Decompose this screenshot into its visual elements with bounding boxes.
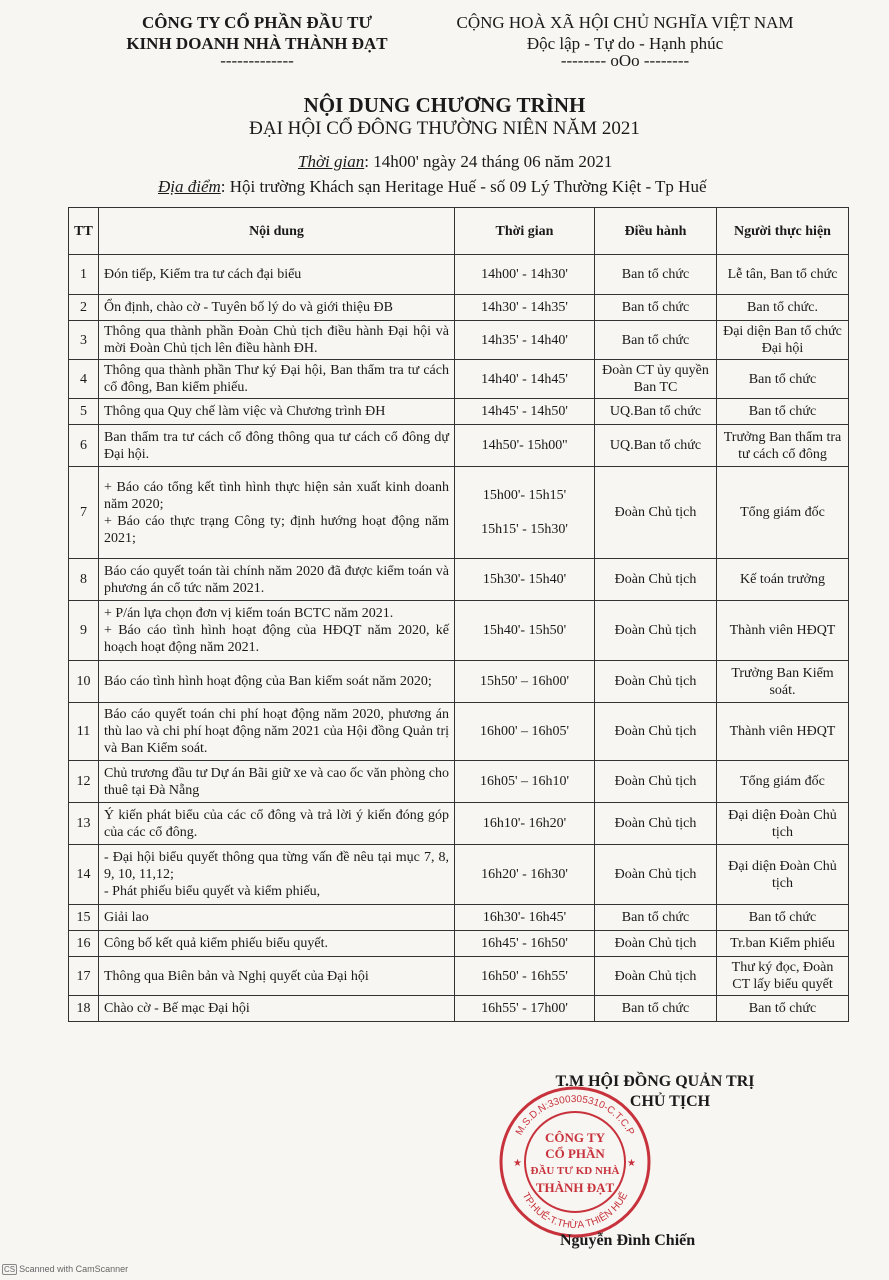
row-executor: Ban tổ chức — [717, 905, 849, 931]
signatory-name: Nguyễn Đình Chiến — [560, 1232, 696, 1249]
row-time: 14h35' - 14h40' — [455, 321, 595, 360]
row-content: + P/án lựa chọn đơn vị kiểm toán BCTC năm 2021. + Báo cáo tình hình hoạt động của HĐQT năm 2020, kế hoạch hoạt động năm 2021. — [99, 601, 455, 661]
company-name-line2: KINH DOANH NHÀ THÀNH ĐẠT — [126, 34, 388, 53]
scanner-text: Scanned with CamScanner — [19, 1264, 129, 1274]
row-time: 15h30'- 15h40' — [455, 559, 595, 601]
row-executor: Ban tổ chức — [717, 360, 849, 399]
row-time: 14h45' - 14h50' — [455, 399, 595, 425]
row-lead: Đoàn Chủ tịch — [595, 661, 717, 703]
row-number: 1 — [69, 255, 99, 295]
agenda-header-row — [69, 208, 849, 255]
row-executor: Kế toán trưởng — [717, 559, 849, 601]
document-subtitle: ĐẠI HỘI CỔ ĐÔNG THƯỜNG NIÊN NĂM 2021 — [249, 118, 640, 139]
row-content: - Đại hội biểu quyết thông qua từng vấn đề nêu tại mục 7, 8, 9, 10, 11,12; - Phát phiếu biểu quyết và kiểm phiếu, — [99, 845, 455, 905]
row-lead: Đoàn Chủ tịch — [595, 601, 717, 661]
row-content: Ban thẩm tra tư cách cổ đông thông qua tư cách cổ đông dự Đại hội. — [99, 425, 455, 467]
seal-star-right: ★ — [627, 1158, 636, 1169]
row-time: 16h05' – 16h10' — [455, 761, 595, 803]
agenda-row — [69, 295, 849, 321]
agenda-row — [69, 467, 849, 559]
row-executor: Lễ tân, Ban tổ chức — [717, 255, 849, 295]
seal-line4: THÀNH ĐẠT — [535, 1180, 615, 1195]
row-executor: Đại diện Ban tổ chức Đại hội — [717, 321, 849, 360]
seal-ring-bottom-text: TP.HUẾ-T.THỪA THIÊN HUẾ — [519, 1190, 631, 1232]
row-content: Báo cáo quyết toán chi phí hoạt động năm 2020, phương án thù lao và chi phí hoạt động năm 2021 của Hội đồng Quản trị và Ban Kiểm soát. — [99, 703, 455, 761]
agenda-row — [69, 957, 849, 996]
row-time: 14h40' - 14h45' — [455, 360, 595, 399]
place-label: Địa điểm — [158, 177, 221, 196]
row-lead: Đoàn Chủ tịch — [595, 559, 717, 601]
seal-line2: CỔ PHẦN — [545, 1146, 605, 1161]
row-time: 16h00' – 16h05' — [455, 703, 595, 761]
seal-star-left: ★ — [513, 1158, 522, 1169]
row-time: 14h00' - 14h30' — [455, 255, 595, 295]
col-header-exec: Người thực hiện — [717, 208, 849, 255]
seal-ring-top-text: M.S.D.N:3300305310-C.T.C.P — [513, 1093, 637, 1138]
row-number: 4 — [69, 360, 99, 399]
scanner-watermark — [2, 1264, 128, 1275]
row-content: Thông qua thành phần Thư ký Đại hội, Ban thẩm tra tư cách cổ đông, Ban kiểm phiếu. — [99, 360, 455, 399]
row-content: Đón tiếp, Kiểm tra tư cách đại biểu — [99, 255, 455, 295]
row-lead: Đoàn Chủ tịch — [595, 467, 717, 559]
row-content: Ổn định, chào cờ - Tuyên bố lý do và giới thiệu ĐB — [99, 295, 455, 321]
company-name-line1: CÔNG TY CỔ PHẦN ĐẦU TƯ — [142, 13, 372, 32]
row-time: 16h50' - 16h55' — [455, 957, 595, 996]
row-lead: Đoàn Chủ tịch — [595, 703, 717, 761]
row-number: 8 — [69, 559, 99, 601]
seal-line3: ĐẦU TƯ KD NHÀ — [530, 1165, 620, 1177]
agenda-row — [69, 399, 849, 425]
agenda-row — [69, 845, 849, 905]
company-header — [92, 12, 422, 68]
agenda-row — [69, 996, 849, 1022]
row-number: 5 — [69, 399, 99, 425]
col-header-tt: TT — [69, 208, 99, 255]
row-content: Công bố kết quả kiểm phiếu biểu quyết. — [99, 931, 455, 957]
row-lead: Ban tổ chức — [595, 295, 717, 321]
row-content: Báo cáo quyết toán tài chính năm 2020 đã được kiểm toán và phương án cổ tức năm 2021. — [99, 559, 455, 601]
camscanner-icon: CS — [4, 1265, 16, 1274]
agenda-row — [69, 255, 849, 295]
seal-line1: CÔNG TY — [544, 1130, 606, 1145]
row-executor: Thư ký đọc, Đoàn CT lấy biểu quyết — [717, 957, 849, 996]
row-executor: Tổng giám đốc — [717, 761, 849, 803]
nation-name: CỘNG HOÀ XÃ HỘI CHỦ NGHĨA VIỆT NAM — [456, 13, 794, 32]
row-lead: Ban tổ chức — [595, 255, 717, 295]
row-lead: Đoàn Chủ tịch — [595, 803, 717, 845]
row-content: Thông qua Quy chế làm việc và Chương trình ĐH — [99, 399, 455, 425]
row-number: 17 — [69, 957, 99, 996]
row-executor: Tr.ban Kiểm phiếu — [717, 931, 849, 957]
company-rule: ------------- — [220, 51, 294, 70]
meeting-time — [298, 152, 612, 172]
row-time: 16h55' - 17h00' — [455, 996, 595, 1022]
row-lead: UQ.Ban tổ chức — [595, 425, 717, 467]
row-content: Thông qua thành phần Đoàn Chủ tịch điều hành Đại hội và mời Đoàn Chủ tịch lên điều hành ĐH. — [99, 321, 455, 360]
row-time: 15h50' – 16h00' — [455, 661, 595, 703]
row-time: 16h30'- 16h45' — [455, 905, 595, 931]
row-executor: Trưởng Ban Kiểm soát. — [717, 661, 849, 703]
row-lead: UQ.Ban tổ chức — [595, 399, 717, 425]
signature-block — [520, 1072, 790, 1112]
row-content: Chào cờ - Bế mạc Đại hội — [99, 996, 455, 1022]
agenda-row — [69, 931, 849, 957]
row-content: Chủ trương đầu tư Dự án Bãi giữ xe và cao ốc văn phòng cho thuê tại Đà Nẵng — [99, 761, 455, 803]
nation-motto: Độc lập - Tự do - Hạnh phúc — [526, 34, 724, 53]
nation-rule: -------- oOo -------- — [560, 51, 690, 70]
row-content: Thông qua Biên bản và Nghị quyết của Đại hội — [99, 957, 455, 996]
document-title: NỘI DUNG CHƯƠNG TRÌNH — [303, 93, 586, 117]
row-executor: Đại diện Đoàn Chủ tịch — [717, 845, 849, 905]
row-executor: Ban tổ chức. — [717, 295, 849, 321]
agenda-row — [69, 761, 849, 803]
row-number: 14 — [69, 845, 99, 905]
signature-title: T.M HỘI ĐỒNG QUẢN TRỊ — [555, 1073, 755, 1090]
nation-header — [440, 12, 810, 68]
agenda-row — [69, 425, 849, 467]
agenda-row — [69, 661, 849, 703]
agenda-row — [69, 559, 849, 601]
agenda-row — [69, 803, 849, 845]
row-number: 15 — [69, 905, 99, 931]
row-content: Giải lao — [99, 905, 455, 931]
row-number: 18 — [69, 996, 99, 1022]
row-number: 3 — [69, 321, 99, 360]
row-time: 14h50'- 15h00'' — [455, 425, 595, 467]
time-label: Thời gian — [298, 152, 365, 171]
row-lead: Đoàn Chủ tịch — [595, 931, 717, 957]
meeting-place — [158, 177, 707, 197]
row-lead: Đoàn Chủ tịch — [595, 761, 717, 803]
col-header-lead: Điều hành — [595, 208, 717, 255]
col-header-content: Nội dung — [99, 208, 455, 255]
row-number: 11 — [69, 703, 99, 761]
row-executor: Thành viên HĐQT — [717, 601, 849, 661]
row-executor: Tổng giám đốc — [717, 467, 849, 559]
row-time: 16h10'- 16h20' — [455, 803, 595, 845]
row-content: Báo cáo tình hình hoạt động của Ban kiểm soát năm 2020; — [99, 661, 455, 703]
row-executor: Trưởng Ban thẩm tra tư cách cổ đông — [717, 425, 849, 467]
place-value: : Hội trường Khách sạn Heritage Huế - số 09 Lý Thường Kiệt - Tp Huế — [220, 177, 707, 196]
agenda-row — [69, 703, 849, 761]
row-lead: Ban tổ chức — [595, 905, 717, 931]
row-content: Ý kiến phát biểu của các cổ đông và trả lời ý kiến đóng góp của các cổ đông. — [99, 803, 455, 845]
row-lead: Đoàn CT ủy quyền Ban TC — [595, 360, 717, 399]
row-time: 16h20' - 16h30' — [455, 845, 595, 905]
row-number: 9 — [69, 601, 99, 661]
agenda-body — [69, 255, 849, 1022]
col-header-time: Thời gian — [455, 208, 595, 255]
agenda-row — [69, 321, 849, 360]
time-value: : 14h00' ngày 24 tháng 06 năm 2021 — [364, 152, 613, 171]
row-content: + Báo cáo tổng kết tình hình thực hiện sản xuất kinh doanh năm 2020; + Báo cáo thực trạng Công ty; định hướng hoạt động năm 2021; — [99, 467, 455, 559]
agenda-row — [69, 601, 849, 661]
row-number: 2 — [69, 295, 99, 321]
agenda-row — [69, 360, 849, 399]
row-executor: Ban tổ chức — [717, 399, 849, 425]
row-number: 16 — [69, 931, 99, 957]
row-executor: Thành viên HĐQT — [717, 703, 849, 761]
row-time: 16h45' - 16h50' — [455, 931, 595, 957]
row-time: 15h40'- 15h50' — [455, 601, 595, 661]
row-number: 10 — [69, 661, 99, 703]
row-executor: Đại diện Đoàn Chủ tịch — [717, 803, 849, 845]
row-lead: Ban tổ chức — [595, 996, 717, 1022]
row-time: 15h00'- 15h15' 15h15' - 15h30' — [455, 467, 595, 559]
seal-inner-ring — [525, 1112, 625, 1212]
row-number: 6 — [69, 425, 99, 467]
row-number: 7 — [69, 467, 99, 559]
row-lead: Đoàn Chủ tịch — [595, 845, 717, 905]
agenda-table — [68, 207, 849, 1022]
row-lead: Đoàn Chủ tịch — [595, 957, 717, 996]
signature-role: CHỦ TỊCH — [629, 1093, 711, 1110]
row-number: 12 — [69, 761, 99, 803]
row-executor: Ban tổ chức — [717, 996, 849, 1022]
row-number: 13 — [69, 803, 99, 845]
row-time: 14h30' - 14h35' — [455, 295, 595, 321]
row-lead: Ban tổ chức — [595, 321, 717, 360]
agenda-row — [69, 905, 849, 931]
